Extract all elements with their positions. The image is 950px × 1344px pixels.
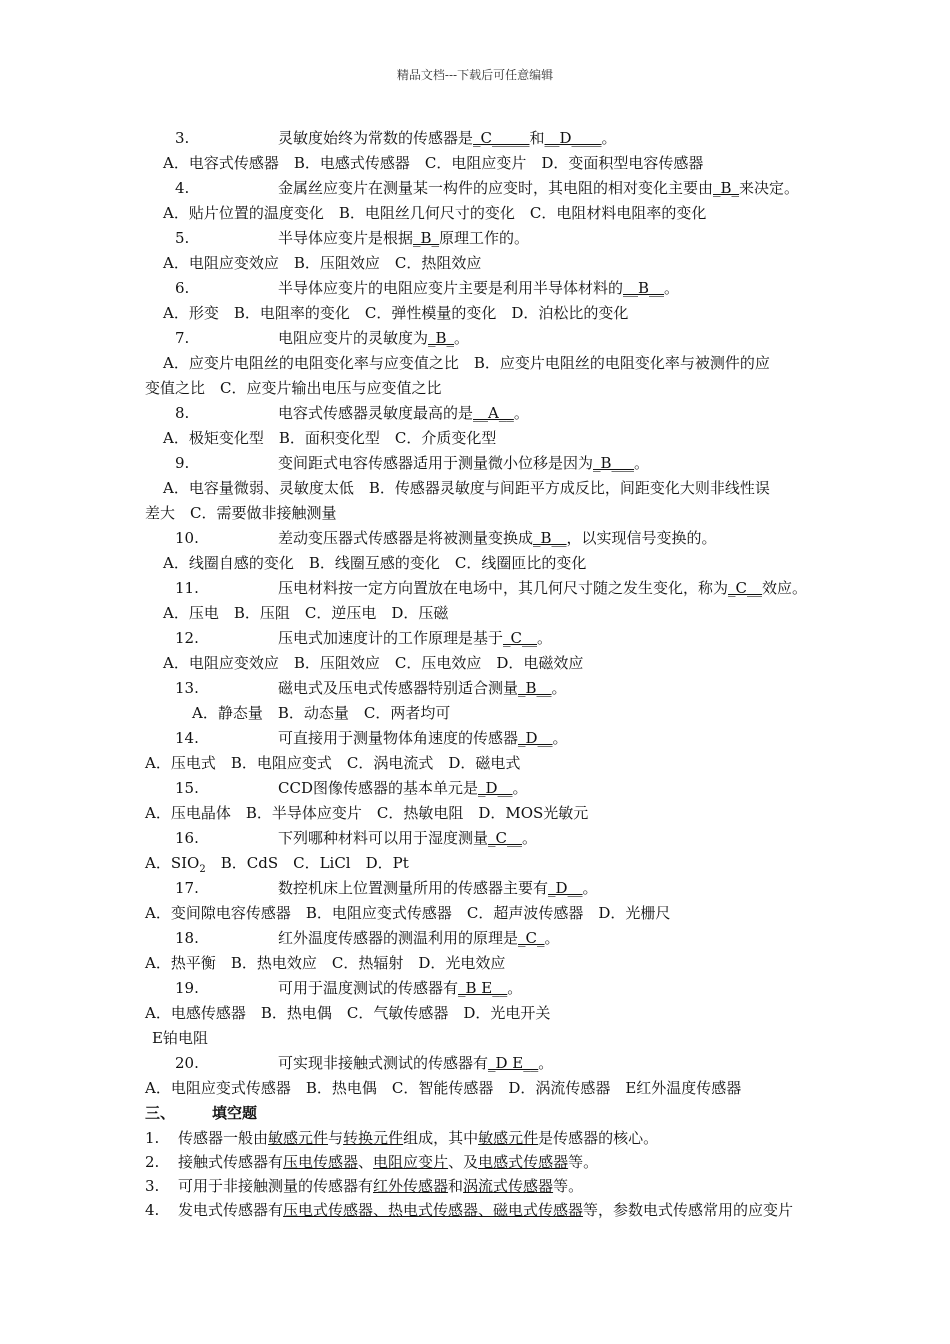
fill-item: 可用于非接触测量的传感器有红外传感器和涡流式传感器等。 xyxy=(178,1177,584,1195)
question-options: A．极矩变化型 B．面积变化型 C．介质变化型 xyxy=(163,429,497,447)
page-header: 精品文档---下载后可任意编辑 xyxy=(396,68,554,82)
question-stem: 电容式传感器灵敏度最高的是__A__。 xyxy=(278,404,529,422)
question-options: A．$SIO_2$ B．CdS C．LiCl D．Pt xyxy=(145,854,409,875)
question-stem: 红外温度传感器的测温利用的原理是_C_。 xyxy=(278,929,560,947)
question-number: 5. xyxy=(175,229,190,247)
question-number: 15. xyxy=(175,779,199,797)
question-options: A．应变片电阻丝的电阻变化率与应变值之比 B．应变片电阻丝的电阻变化率与被测件的应 xyxy=(163,354,770,372)
question-options: A．压电晶体 B．半导体应变片 C．热敏电阻 D．MOS光敏元 xyxy=(145,804,589,822)
question-options: A．线圈自感的变化 B．线圈互感的变化 C．线圈匝比的变化 xyxy=(163,554,587,572)
question-stem: 可用于温度测试的传感器有_B E__。 xyxy=(278,979,523,997)
question-number: 16. xyxy=(175,829,199,847)
question-number: 13. xyxy=(175,679,199,697)
fill-number: 2. xyxy=(145,1153,160,1171)
section-number: 三、 xyxy=(145,1104,176,1122)
question-options: A．电容量微弱、灵敏度太低 B．传感器灵敏度与间距平方成反比，间距变化大则非线性误 xyxy=(163,479,770,497)
fill-number: 4. xyxy=(145,1201,160,1219)
fill-item: 传感器一般由敏感元件与转换元件组成，其中敏感元件是传感器的核心。 xyxy=(178,1129,659,1147)
question-options: A．贴片位置的温度变化 B．电阻丝几何尺寸的变化 C．电阻材料电阻率的变化 xyxy=(163,204,707,222)
question-options: 变值之比 C．应变片输出电压与应变值之比 xyxy=(145,379,442,397)
question-number: 19. xyxy=(175,979,199,997)
question-stem: 可直接用于测量物体角速度的传感器_D__。 xyxy=(278,729,568,747)
question-number: 11. xyxy=(175,579,199,597)
question-number: 9. xyxy=(175,454,190,472)
question-options: A．电容式传感器 B．电感式传感器 C．电阻应变片 D．变面积型电容传感器 xyxy=(163,154,704,172)
question-options: A．变间隙电容传感器 B．电阻应变式传感器 C．超声波传感器 D．光栅尺 xyxy=(145,904,671,922)
question-options: A．压电式 B．电阻应变式 C．涡电流式 D．磁电式 xyxy=(145,754,521,772)
question-stem: 电阻应变片的灵敏度为_B_。 xyxy=(278,329,470,347)
question-number: 14. xyxy=(175,729,199,747)
question-stem: 灵敏度始终为常数的传感器是_C_____和__D____。 xyxy=(278,129,617,147)
question-options: A．电阻应变效应 B．压阻效应 C．压电效应 D．电磁效应 xyxy=(163,654,584,672)
question-stem: 数控机床上位置测量所用的传感器主要有_D__。 xyxy=(278,879,598,897)
question-number: 18. xyxy=(175,929,199,947)
question-options: A．热平衡 B．热电效应 C．热辐射 D．光电效应 xyxy=(145,954,506,972)
question-options: 差大 C．需要做非接触测量 xyxy=(145,504,337,522)
question-stem: 变间距式电容传感器适用于测量微小位移是因为_B___。 xyxy=(278,454,650,472)
question-number: 6. xyxy=(175,279,190,297)
question-stem: 差动变压器式传感器是将被测量变换成_B__，以实现信号变换的。 xyxy=(278,529,717,547)
question-number: 3. xyxy=(175,129,190,147)
question-options: A．形变 B．电阻率的变化 C．弹性模量的变化 D．泊松比的变化 xyxy=(163,304,629,322)
question-stem: 半导体应变片的电阻应变片主要是利用半导体材料的__B__。 xyxy=(278,279,680,297)
question-options: A．电阻应变式传感器 B．热电偶 C．智能传感器 D．涡流传感器 E红外温度传感器 xyxy=(145,1079,742,1097)
question-stem: 压电材料按一定方向置放在电场中，其几何尺寸随之发生变化，称为_C__效应。 xyxy=(278,579,808,597)
fill-number: 3. xyxy=(145,1177,160,1195)
question-stem: CCD图像传感器的基本单元是_D__。 xyxy=(278,779,528,797)
question-stem: 金属丝应变片在测量某一构件的应变时，其电阻的相对变化主要由_B_来决定。 xyxy=(278,179,800,197)
question-number: 12. xyxy=(175,629,199,647)
question-options: E铂电阻 xyxy=(152,1029,208,1047)
fill-number: 1. xyxy=(145,1129,160,1147)
question-stem: 压电式加速度计的工作原理是基于_C__。 xyxy=(278,629,553,647)
question-stem: 可实现非接触式测试的传感器有_D E__。 xyxy=(278,1054,554,1072)
question-number: 4. xyxy=(175,179,190,197)
question-number: 7. xyxy=(175,329,190,347)
question-number: 8. xyxy=(175,404,190,422)
question-stem: 半导体应变片是根据_B_原理工作的。 xyxy=(278,229,530,247)
question-number: 20. xyxy=(175,1054,199,1072)
question-number: 10. xyxy=(175,529,199,547)
question-options: A．电感传感器 B．热电偶 C．气敏传感器 D．光电开关 xyxy=(145,1004,551,1022)
fill-item: 接触式传感器有压电传感器、电阻应变片、及电感式传感器等。 xyxy=(178,1153,599,1171)
question-options: A．电阻应变效应 B．压阻效应 C．热阻效应 xyxy=(163,254,482,272)
question-options: A．静态量 B．动态量 C．两者均可 xyxy=(192,704,451,722)
fill-item: 发电式传感器有压电式传感器、热电式传感器、磁电式传感器等，参数电式传感常用的应变片 xyxy=(178,1201,794,1219)
question-stem: 磁电式及压电式传感器特别适合测量_B__。 xyxy=(278,679,567,697)
section-title: 填空题 xyxy=(212,1104,258,1122)
question-number: 17. xyxy=(175,879,199,897)
question-options: A．压电 B．压阻 C．逆压电 D．压磁 xyxy=(163,604,449,622)
question-stem: 下列哪种材料可以用于湿度测量_C__。 xyxy=(278,829,538,847)
